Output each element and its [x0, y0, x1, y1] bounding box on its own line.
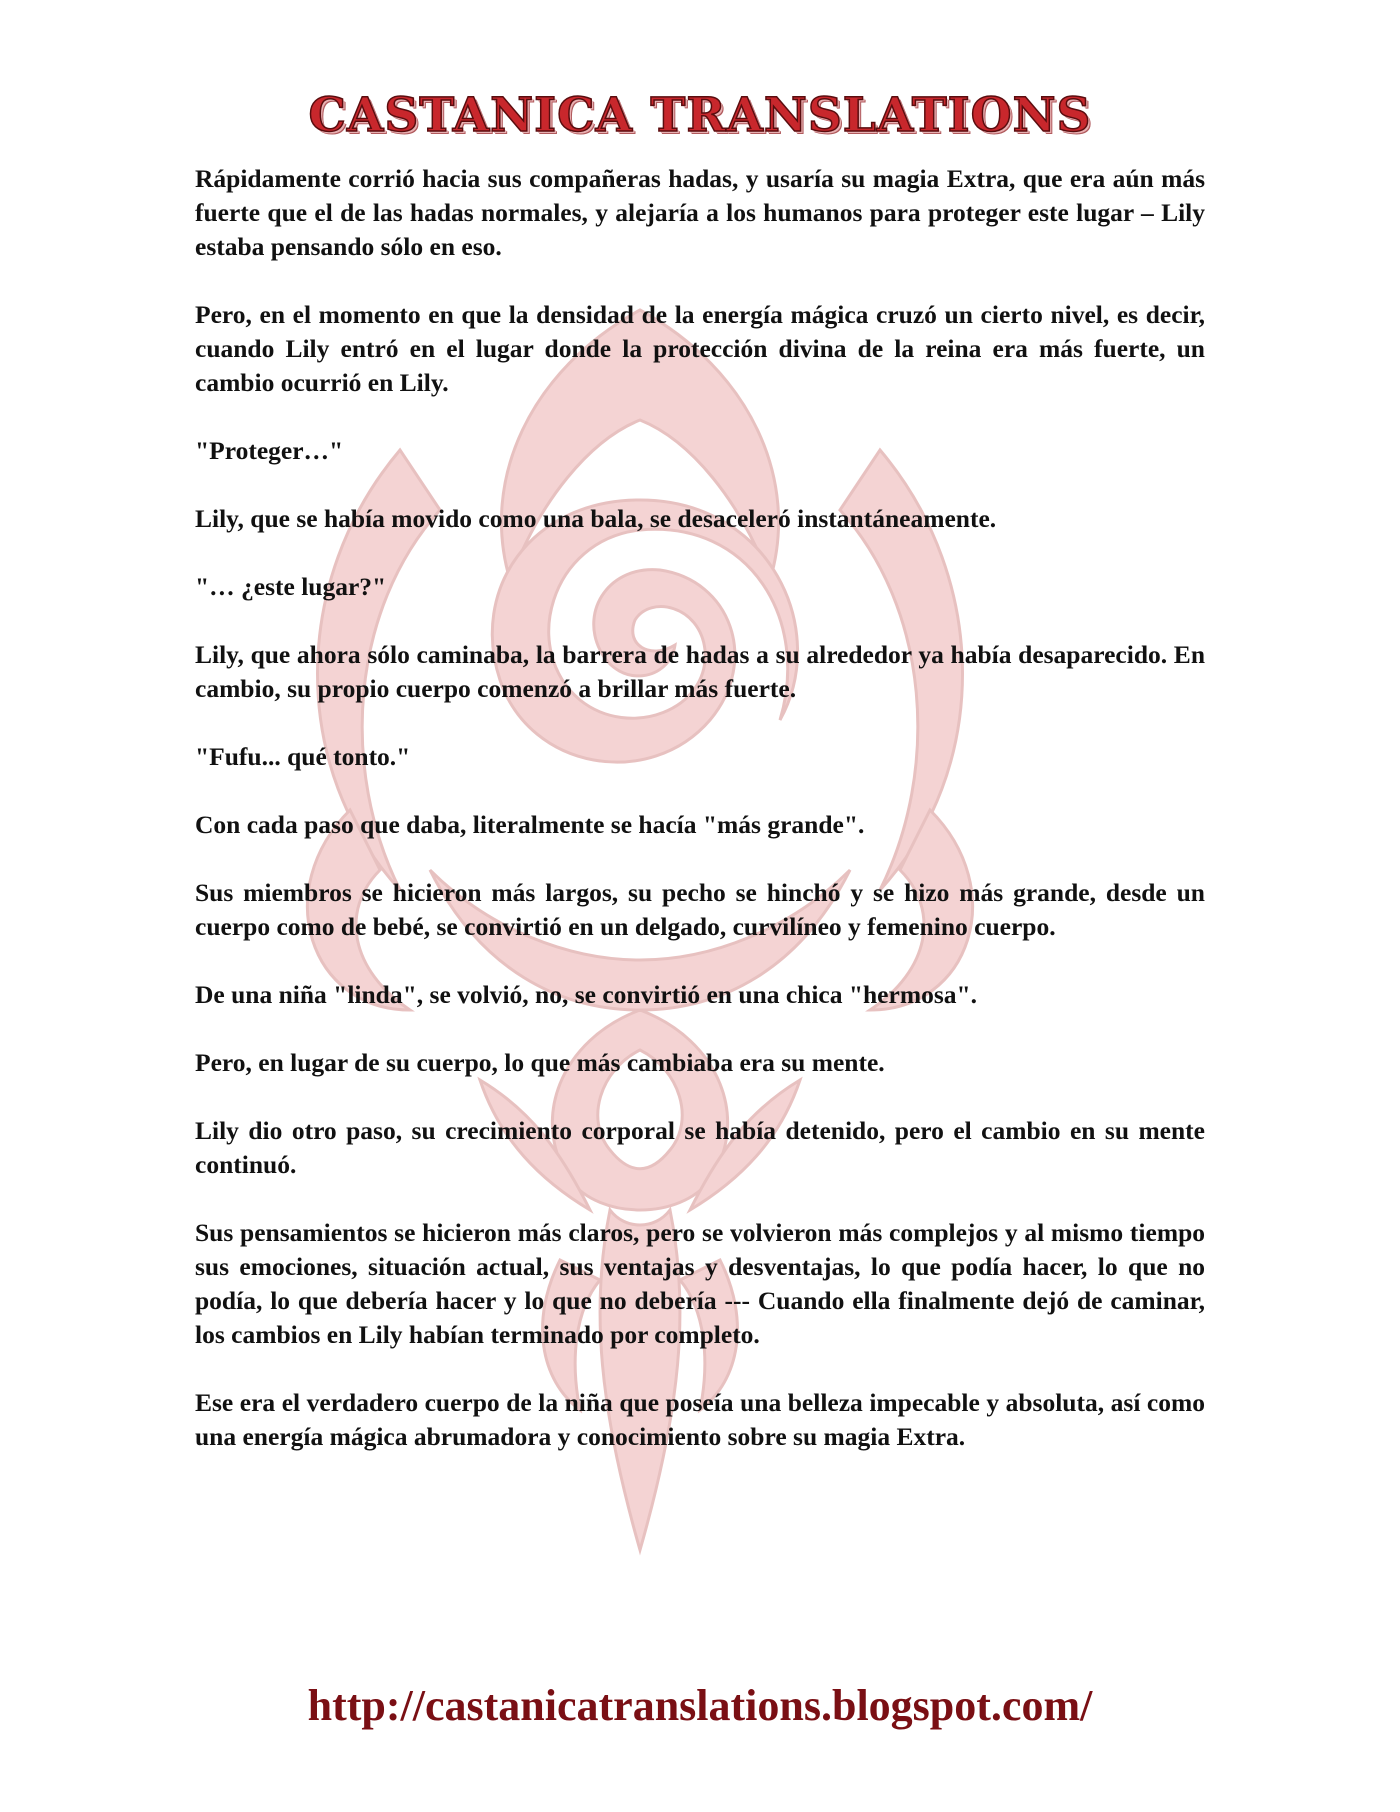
- paragraph: Lily, que ahora sólo caminaba, la barrera de hadas a su alrededor ya había desaparecido. En cambio, su propio cuerpo comenzó a brillar más fuerte.: [195, 640, 1205, 703]
- page-title: CASTANICA TRANSLATIONS: [308, 88, 1092, 143]
- page-header: [0, 88, 1400, 143]
- paragraph: Lily, que se había movido como una bala, se desaceleró instantáneamente.: [195, 504, 997, 533]
- paragraph: "Proteger…": [195, 436, 344, 465]
- paragraph: "… ¿este lugar?": [195, 572, 387, 601]
- paragraph: Pero, en el momento en que la densidad de la energía mágica cruzó un cierto nivel, es decir, cuando Lily entró en el lugar donde la protección divina de la reina era más fuerte, un cambio ocurrió en Lily.: [195, 300, 1205, 397]
- paragraph: Con cada paso que daba, literalmente se hacía "más grande".: [195, 810, 865, 839]
- paragraph: Ese era el verdadero cuerpo de la niña que poseía una belleza impecable y absoluta, así como una energía mágica abrumadora y conocimiento sobre su magia Extra.: [195, 1388, 1205, 1451]
- page-footer: [0, 1680, 1400, 1731]
- paragraph: Sus miembros se hicieron más largos, su pecho se hinchó y se hizo más grande, desde un cuerpo como de bebé, se convirtió en un delgado, curvilíneo y femenino cuerpo.: [195, 878, 1205, 941]
- document-body: [195, 162, 1205, 1488]
- paragraph: Sus pensamientos se hicieron más claros, pero se volvieron más complejos y al mismo tiempo sus emociones, situación actual, sus ventajas y desventajas, lo que podía hacer, lo que no podía, lo que debería hacer y lo que no debería --- Cuando ella finalmente dejó de caminar, los cambios en Lily habían terminado por completo.: [195, 1218, 1205, 1349]
- paragraph: Rápidamente corrió hacia sus compañeras hadas, y usaría su magia Extra, que era aún más fuerte que el de las hadas normales, y alejaría a los humanos para proteger este lugar – Lily estaba pensando sólo en eso.: [195, 164, 1205, 261]
- paragraph: De una niña "linda", se volvió, no, se convirtió en una chica "hermosa".: [195, 980, 978, 1009]
- paragraph: "Fufu... qué tonto.": [195, 742, 411, 771]
- blog-url-link[interactable]: http://castanicatranslations.blogspot.com/: [307, 1681, 1093, 1730]
- paragraph: Lily dio otro paso, su crecimiento corporal se había detenido, pero el cambio en su mente continuó.: [195, 1116, 1205, 1179]
- paragraph: Pero, en lugar de su cuerpo, lo que más cambiaba era su mente.: [195, 1048, 885, 1077]
